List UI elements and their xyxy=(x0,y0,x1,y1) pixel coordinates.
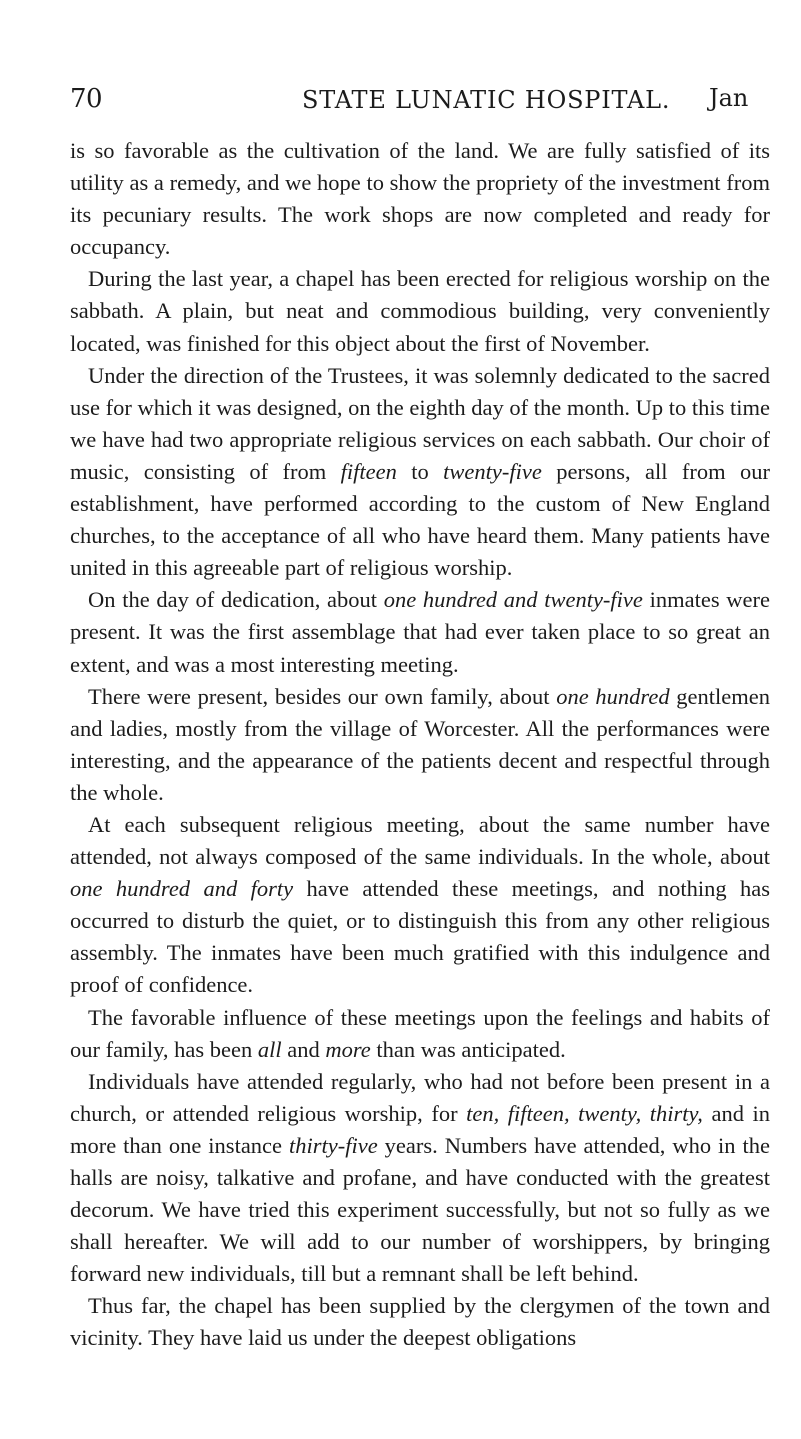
text-run: There were present, besides our own family, about xyxy=(88,683,557,709)
italic-text: all xyxy=(257,1036,282,1062)
text-run: During the last year, a chapel has been erected for religious worship on the sabbath. A plain, but neat and commodious building, very conveniently located, was finished for this object about the first of November. xyxy=(70,266,770,356)
italic-text: ten, fifteen, twenty, thirty, xyxy=(466,1100,703,1126)
text-run: Under the direction of the Trustees, it was solemnly dedicated to the sacred use for which it was designed, on the eighth day of the month. Up to this time we have had two appropriate religious services on each sabbath. Our choir of music, consisting of from xyxy=(70,362,770,484)
text-run: inmates were present. It was the first assemblage that had ever taken place to so great an extent, and was a most interesting meeting. xyxy=(70,587,770,677)
paragraph xyxy=(70,1290,770,1354)
paragraph xyxy=(70,1002,770,1066)
text-run: On the day of dedication, about xyxy=(88,587,384,613)
text-run: than was anticipated. xyxy=(370,1036,566,1062)
italic-text: one hundred xyxy=(556,683,670,709)
text-run: years. Numbers have attended, who in the halls are noisy, talkative and profane, and have conducted with the greatest decorum. We have tried this experiment successfully, but not so fully as we shall hereafter. We will add to our number of worshippers, by bringing forward new individuals, till but a remnant shall be left behind. xyxy=(70,1132,770,1287)
paragraph xyxy=(70,1066,770,1291)
text-run: gentlemen and ladies, mostly from the village of Worcester. All the performances were interesting, and the appearance of the patients decent and respectful through the whole. xyxy=(70,683,770,805)
body-text xyxy=(70,135,770,1355)
text-run: Thus far, the chapel has been supplied by the clergymen of the town and vicinity. They have laid us under the deepest obligations xyxy=(70,1293,770,1351)
paragraph xyxy=(70,135,770,263)
text-run: is so favorable as the cultivation of the land. We are fully satisfied of its utility as a remedy, and we hope to show the propriety of the investment from its pecuniary results. The work shops are now completed and ready for occupancy. xyxy=(70,138,770,260)
paragraph xyxy=(70,263,770,359)
paragraph xyxy=(70,584,770,680)
text-run: The favorable influence of these meetings upon the feelings and habits of our family, has been xyxy=(70,1004,770,1062)
text-run: to xyxy=(396,458,444,484)
italic-text: twenty-five xyxy=(443,458,542,484)
text-run: and in more than one instance xyxy=(70,1100,770,1158)
text-run: persons, all from our establishment, have performed according to the custom of New England churches, to the acceptance of all who have heard them. Many patients have united in this agreeable part of religious worship. xyxy=(70,458,770,581)
page-number: 70 xyxy=(70,84,103,114)
running-header xyxy=(70,84,770,118)
italic-text: one hundred and forty xyxy=(70,876,294,902)
text-run: have attended these meetings, and nothing has occurred to disturb the quiet, or to distinguish this from any other religious assembly. The inmates have been much gratified with this indulgence and proof of confidence. xyxy=(70,876,770,998)
paragraph xyxy=(70,681,770,809)
text-run: At each subsequent religious meeting, about the same number have attended, not always composed of the same individuals. In the whole, about xyxy=(70,811,770,870)
italic-text: one hundred and twenty-five xyxy=(383,587,643,613)
paragraph xyxy=(70,809,770,1002)
italic-text: fifteen xyxy=(340,458,397,484)
running-month: Jan xyxy=(709,84,749,112)
italic-text: thirty-five xyxy=(288,1132,378,1158)
text-run: Individuals have attended regularly, who had not before been present in a church, or attended religious worship, for xyxy=(70,1068,770,1126)
running-title: STATE LUNATIC HOSPITAL. xyxy=(302,86,671,114)
text-run: and xyxy=(281,1036,326,1062)
paragraph xyxy=(70,360,770,585)
italic-text: more xyxy=(325,1036,371,1062)
